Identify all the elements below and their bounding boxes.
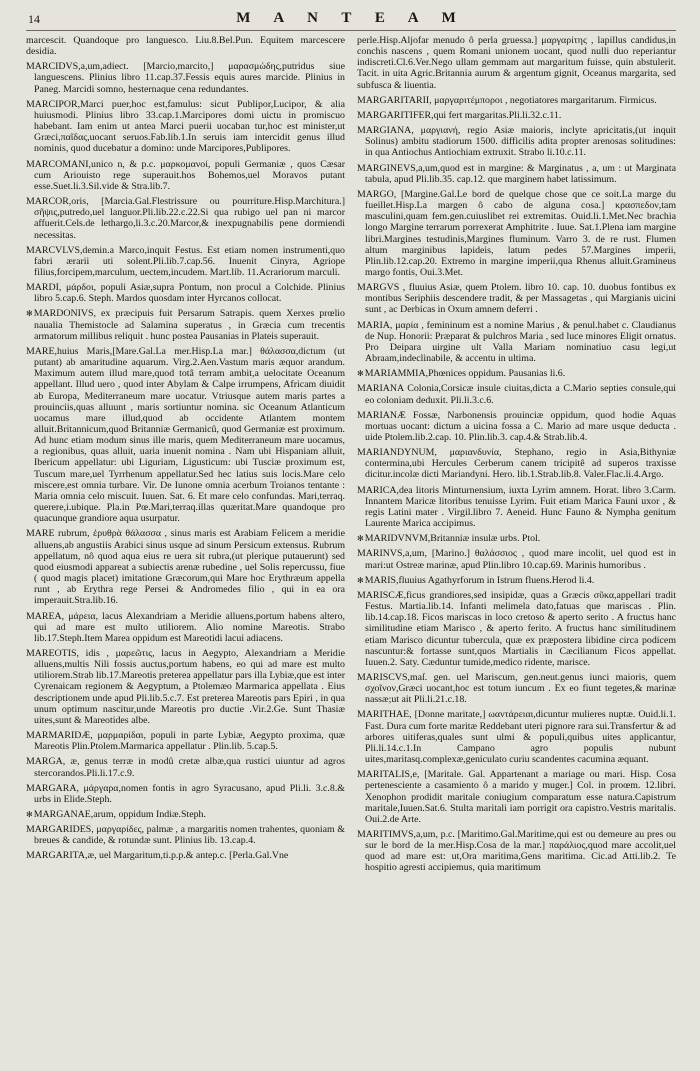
dictionary-entry: MARGARITARII, μαργαριτέμποροι , negotiatores margaritarum. Firmicus. [357,94,657,106]
text-columns [26,35,676,1065]
dictionary-entry: MARINVS,a,um, [Marino.] θαλάσσιος , quod mare incolit, uel quod est in mari:ut Ostreæ marinæ, apud Plin.libro 10.cap.69. Marinis humoribus . [357,548,676,571]
left-column [26,35,345,1065]
dictionary-entry: MARITIMVS,a,um, p.c. [Maritimo.Gal.Maritime,qui est ou demeure au pres ou sur le bord de la mer.Hisp.Cosa de la mar.] παράλιος,quod mare accolit,uel quod ad mare est: ut,Ora maritima,Gens maritima. Cic.ad Atti.lib.2. Te hospitio agresti accipiemus, quia maritimum [357,829,676,874]
dictionary-entry: ✻ MARGANAE,arum, oppidum Indiæ.Steph. [26,809,345,820]
dictionary-entry: MARDI, μάρδοι, populi Asiæ,supra Pontum, non procul a Colchide. Plinius libro 5.cap.6. Steph. Mardos quosdam inter Hyrcanos collocat. [26,282,345,305]
dictionary-entry: marcescit. Quandoque pro languesco. Liu.8.Bel.Pun. Equitem marcescere desidia. [26,35,345,58]
running-head [26,10,676,31]
right-column [357,35,676,1065]
dictionary-entry: MARITHAE, [Donne maritate,] ωαντάρειαι,dicuntur mulieres nuptæ. Ouid.li.1. Fast. Dura cum forte maritæ Reddebant uteri pignore rara sui.Transfertur & ad arbores uitiferas,quales sunt ulmi & populi,quibus uites applicantur, Pli.li.14.c.1.In Campano agro populis nubunt uites,maritasq.complexæ,geniculato curiu scandentes cacumina æquant. [357,709,676,766]
dictionary-entry: ✻ MARIAMMIA,Phœnices oppidum. Pausanias li.6. [357,368,676,379]
page-number: 14 [28,12,40,26]
dictionary-entry: MARE rubrum, ἐρυθρὰ θάλασσα , sinus maris est Arabiam Felicem a meridie alluens,ab angustiis Arabici sinus usque ad sinum Persicum extensus. Rubrum appellatum, nô quod aqua eius re uera sit rubra,(ut plerique putauerunt) sed quod eiusmodi appareat a subiectis arenæ rubedine , uel Solis repercussu, fiue ( quod magis placet) imitatione Græcorum,qui Mare hoc Erythræum appella runt , ab Erythra rege Persei & Andromedes filio , qui in ea ora imperauit.Stra.lib.16. [26,528,345,607]
dictionary-entry: MARGA, æ, genus terræ in modû cretæ albæ,qua rustici uiuntur ad agros stercorandos.Pli.li.17.c.9. [26,756,345,779]
dictionary-entry: ✻ MARDONIVS, ex præcipuis fuit Persarum Satrapis. quem Xerxes prœlio naualia Themistocle ad Salamina superatus , in Græcia cum trecentis armatorum millibus reliquit . hunc postea Pausanias in Plateis superauit. [26,308,345,341]
dictionary-entry: MARMARIDÆ, μαρμαρίδαι, populi in parte Lybiæ, Aegypto proxima, quæ Mareotis Plin.Ptolem.Marmarica appellatur . Plin.lib. 5.cap.5. [26,730,345,753]
dictionary-entry: MAREOTIS, idis , μαρεῶτις, lacus in Aegypto, Alexandriam a Meridie alluens,multis Nili fossis auctus,portum habens, eo qui ad mare est multo utiliorem.Strab lib.17.Mareotis preterea appellatur pars illa Lybiæ,que est inter Cyrenaicam regionem & Aegyptum, a Ptolemæo Marmarica appellata . Eius descriptionem unde apud Pli.lib.5.c.7. Est preterea Mareotis pars Epiri , in qua unum optimum nascitur,unde Mareotis pro ductie .Vir.2.Ge. Sunt Thasiæ uites,sunt & Mareotides albe. [26,647,345,726]
dictionary-entry: ✻ MARIDVNVM,Britanniæ insulæ urbs. Ptol. [357,533,676,544]
dictionary-entry: MARIANA Colonia,Corsicæ insule ciuitas,dicta a C.Mario septies consule,qui eo coloniam deduxit. Pli.li.3.c.6. [357,383,676,406]
dictionary-entry: MARE,huius Maris,[Mare.Gal.La mer.Hisp.La mar.] θάλασσα,dictum (ut putant) ab amaritudine aquarum. Virg.2.Aen.Vastum maris æquor arandum. Maximum autem illud mare,quod totâ terram ambit,a uelocitate Oceanum appellant. Illud uero , quod inter Abylam & Calpe irrumpens, Africam diuidit ab Europa, Mediterraneum mare uocatur. Vtriusque autem maris partes a prouinciis,quas alluunt , maris sortiuntur nomina. sic Oceanum Atlanticum uocamus mare illud,quod ab occidente Atlantem montem alluit.Britannicum,quod Britanniæ Germanicû, quod Germaniæ est proximum. Ad hunc etiam modum sinus ille maris, quem Mediterraneum mare uocamus, a regionibus, quas alluit, uaria inuenit nomina . Nam ubi Hispaniam alluit, Ibericum appellatur: ubi Liguriam, Ligusticum: ubi Tusciæ proximum est, Tuscum mare,uel Tyrrhenum appellatur.Sed hec latius suis locis.Mare celo miscere,est omnia turbare. Vir. De Iunone omnia acerbum Troianos tentante : Maria omnia celo miscuit. Iuuen. Sat. 6. Et mare celo confundas. Mari,terraq. querere,i.ubique. Pla.in Pœ.Mari,terraq.illas quæritat.Mare quandoque pro quacunque grandiore aqua usurpatur. [26,345,345,525]
dictionary-entry: MARGIANA, μαργιανή, regio Asiæ maioris, inclyte apricitatis,(ut inquit Solinus) ambitu stadiorum 1500. difficilis adita propter arenosas solitudines: in qua Antiochus Antiochiam extruxit. Strabo li.10.c.11. [357,125,676,159]
dictionary-entry: ✻ MARIS,fluuius Agathyrforum in Istrum fluens.Herod li.4. [357,575,676,586]
dictionary-entry: MARISCÆ,ficus grandiores,sed insipidæ, quas a Græcis σῦκα,appellari tradit Festus. Martia.lib.14. Infanti melimela dato,fatuas que mariscas . Plin. lib.14.cap.18. Ficos mariscas in loco cretoso & aperto serito . A fructus hanc similitudine etiam Marisco , & aperto ferito. A fructus hanc similitudinem etiam Marisco dicuntur tubercula, quæ ex præpostera libidine circa podicem nascuntur:& fortasse sunt,quos Martialis in Cæcilianum Ficos appellat. Iuuen.2. Saty. Cæduntur tumide,medico ridente, marisce. [357,589,676,668]
dictionary-entry: MARIA, μαρία , femininum est a nomine Marius , & penul.habet c. Claudianus de Nup. Honorii: Præparat & pulchros Maria , sed luce minores Eligit ornatus. Pro Deipara uirgine ult Valla Mariam nominatiuo casu legi,ut Abraam,indeclinabile, & accentu in ultima. [357,319,676,365]
dictionary-entry: MARITALIS,e, [Maritale. Gal. Appartenant a mariage ou mari. Hisp. Cosa pertenesciente a casamiento ô a marido y muger.] Col. in proœm. 12.libri. Xenophon prodidit maritale coniugium comparatum esse natura.Capistrum maritale,Iuuen.Sat.6. Stulta maritali iam porrigit ora capistro.Vestris maritalis. Oui.2.de Arte. [357,769,676,825]
dictionary-entry: MARIANDYNUM, μαριανδυνία, Stephano, regio in Asia,Bithyniæ contermina,ubi Hercules Cerberum canem tricipitê ad superos traxisse dicitur.incolæ dicti Mariandyni. Hero. lib.1.Strab.lib.8. Valer.Flac.li.4.Argo. [357,447,676,481]
dictionary-entry: MARCIPOR,Marci puer,hoc est,famulus: sicut Publipor,Lucipor, & alia huiusmodi. Plinius libro 33.cap.1.Marcipores domi uictu in promiscuo habebant. Iam enim ut antea Marci puerii uocaban tur,hoc est minister,ut Græci,παῖδας,uocant seruos.Fab.lib.1.In seruis iam intercidit genus illud nominis, quod ducebatur a domino: unde Marcipores,Publipores. [26,98,345,155]
dictionary-entry: MARGARITIFER,qui fert margaritas.Pli.li.32.c.11. [357,109,562,121]
dictionary-entry: MARISCVS,maſ. gen. uel Mariscum, gen.neut.genus iunci maioris, quem σχοῖνον,Græci uocant,hoc est totum iuncum . Ex eo fiunt tegetes,& marinæ nassæ;ut ait Pli.li.21.c.18. [357,671,676,706]
dictionary-entry: MARGINEVS,a,um,quod est in margine: & Marginatus , a, um : ut Marginata tabula, apud Pli.lib.35. cap.12. que marginem habet latissimum. [357,162,676,185]
dictionary-entry: MARGVS , fluuius Asiæ, quem Ptolem. libro 10. cap. 10. duobus fontibus ex montibus Seriphiis descendere tradit, & per Massagetas , qui Margianis uicini sunt , ac Derbicas in Oxum amnem deferri . [357,282,676,316]
dictionary-entry: MAREA, μάρεια, lacus Alexandriam a Meridie alluens,portum habens altero, qui ad mare est multo utiliorem. Alio nomine Mareotis. Strabo lib.17.Steph.Item Marea oppidum est Mareotidi lacui adiacens. [26,610,345,644]
dictionary-entry: MARCOMANI,unico n, & p.c. μαρκομανοί, populi Germaniæ , quos Cæsar cum Ariouisto rege superauit.hos Bohemos,uel Moravos putant esse.Suet.li.3.Sil.vide & Stra.lib.7. [26,158,345,192]
dictionary-entry: MARIANÆ Fossæ, Narbonensis prouinciæ oppidum, quod hodie Aquas mortuas uocant: dictum a uicina fossa a C. Mario ad mare usque deducta . uide Ptolem.lib.2.cap. 10. Plin.lib.3. cap.4.& Strab.lib.4. [357,409,676,443]
dictionary-entry: MARGARITA,æ, uel Margaritum,ti.p.p.& antep.c. [Perla.Gal.Vne [26,850,289,862]
dictionary-entry: perle.Hisp.Aljofar menudo ô perla gruessa.] μαργαρίτης , lapillus candidus,in conchis nascens , quem Romani unionem uocant, quod nulli duo reperiantur indiscreti.Cl.6.Ver.Nego ullam gemmam aut margaritum fuisse, quin abstulerit. Tacit. in uita Agric.Britannia aurum & argentum gignit, Oceanus margarita, sed subfusca & liuentia. [357,35,676,91]
dictionary-entry: MARGARIDES, μαργαρίδες, palmæ , a margaritis nomen trahentes, quoniam & breues & candide, & rotundæ sunt. Plinius lib. 13.cap.4. [26,824,345,847]
dictionary-entry: MARICA,dea litoris Minturnensium, iuxta Lyrim amnem. Horat. libro 3.Carm. Innantem Maricæ litoribus tenuisse Lyrim. Fuit etiam Marica Fauni uxor , & regis Latini mater . Virgil.libro 7. Aeneid. Hunc Fauno & Nympha genitum Laurente Marica accipimus. [357,484,676,530]
dictionary-entry: MARCOR,oris, [Marcia.Gal.Flestrissure ou pourriture.Hisp.Marchitura.] σῆψις,putredo,uel languor.Pli.lib.22.c.22.Si qua rubigo uel pan ni marcor affuerit.Cels.de lethargo,li.3.c.20.Marcor,& inexpugnabilis pene dormiendi necessitas. [26,196,345,241]
running-title: M A N T E A M [236,10,466,26]
dictionary-entry: MARCIDVS,a,um,adiect. [Marcio,marcito,] μαρασμώδης,putridus siue languescens. Plinius libro 11.cap.37.Fessis equis aures marcide. Plinius in Paneg. Marcidi somno, hesternaque cena redundantes. [26,61,345,95]
dictionary-entry: MARGO, [Margine.Gal.Le bord de quelque chose que ce soit.La marge du fueillet.Hisp.La margen ô cabo de alguna cosa.] κρασπεδον,tam masculini,quam fem.gen.cuiuslibet rei extremitas. Ouid.li.1.Met.Nec brachia longo Margine terrarum porrexerat Amphitrite . Iuue. Sat.1.Plena iam margine libri.Margines testudinis,Margines fluminum. Varro 3. de re rust. Flumen altum marginibus lapideis, latum pedes 57.Margines imperii, Plin.lib.12.cap.20. Extremo in margine imperii,qua Rhenus alluit.Gramineus margo fontis, Oui.3.Met. [357,188,676,278]
dictionary-entry: MARGARA, μάργαρα,nomen fontis in agro Syracusano, apud Pli.li. 3.c.8.& urbs in Elide.Steph. [26,782,345,805]
dictionary-entry: MARCVLVS,demin.a Marco,inquit Festus. Est etiam nomen instrumenti,quo fabri ærarii uti solent.Pli.lib.7.cap.56. Inuenit Cinyra, Agriope filius,forcipem,marculum, uectem,incudem. Mart.lib. 11.Acrariorum marculi. [26,244,345,278]
